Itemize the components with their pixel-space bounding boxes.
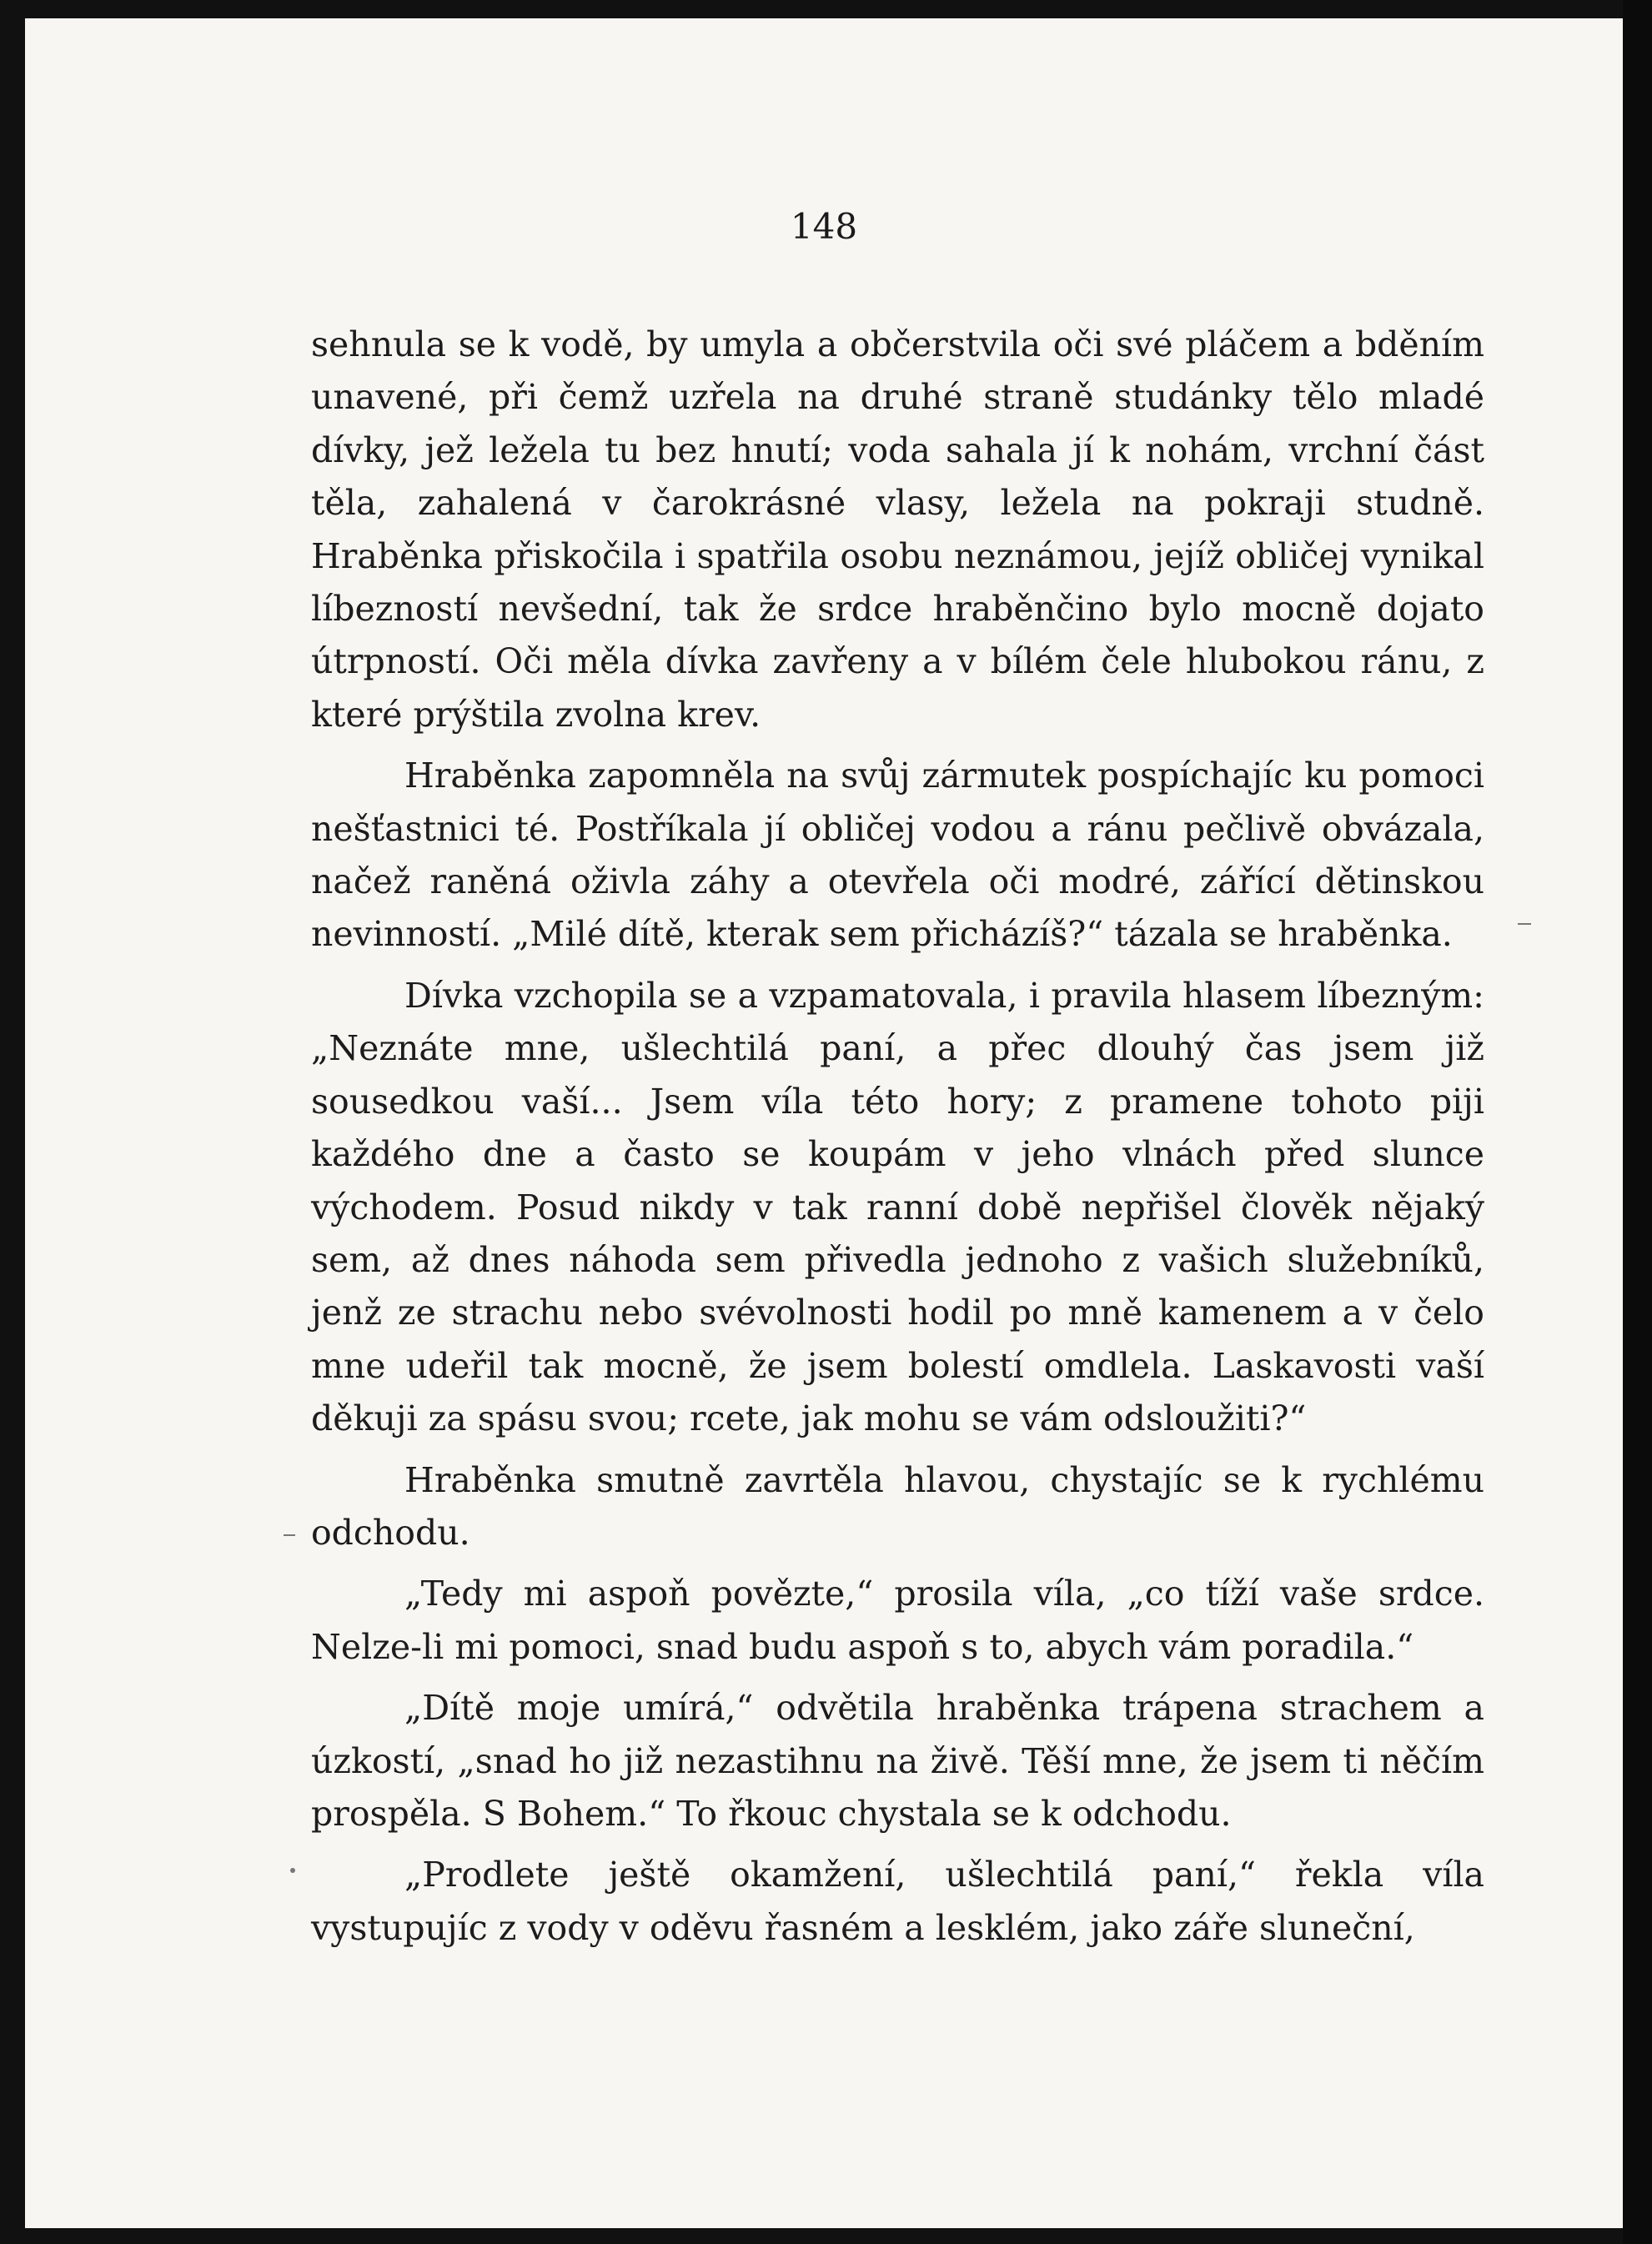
scan-edge xyxy=(1623,0,1652,2244)
margin-mark xyxy=(284,1534,295,1536)
margin-mark xyxy=(1518,923,1531,925)
page-number: 148 xyxy=(790,206,858,247)
paragraph: „Prodlete ještě okamžení, ušlechtilá paní,“ řekla víla vystupujíc z vody v oděvu řasném a lesklém, jako záře sluneční, xyxy=(311,1855,1484,1948)
margin-dot xyxy=(290,1868,295,1873)
paragraph: sehnula se k vodě, by umyla a občerstvila oči své pláčem a bděním unavené, při čemž uzřela na druhé straně studánky tělo mladé dívky, jež ležela tu bez hnutí; voda sahala jí k nohám, vrchní část těla, zahalená v čarokrásné vlasy, ležela na pokraji studně. Hraběnka přiskočila i spatřila osobu neznámou, jejíž obličej vynikal líbezností nevšední, tak že srdce hraběnčino bylo mocně dojato útrpností. Oči měla dívka zavřeny a v bílém čele hlubokou ránu, z které prýštila zvolna krev. xyxy=(311,324,1484,735)
paragraph: Hraběnka smutně zavrtěla hlavou, chystajíc se k rychlému odchodu. xyxy=(311,1459,1484,1553)
paragraph: Hraběnka zapomněla na svůj zármutek pospíchajíc ku pomoci nešťastnici té. Postříkala jí obličej vodou a ránu pečlivě obvázala, načež raněná oživla záhy a otevřela oči modré, zářící dětinskou nevinností. „Milé dítě, kterak sem přicházíš?“ tázala se hraběnka. xyxy=(311,756,1484,955)
paragraph: „Dítě moje umírá,“ odvětila hraběnka trápena strachem a úzkostí, „snad ho již nezastihnu na živě. Těší mne, že jsem ti něčím prospěla. S Bohem.“ To řkouc chystala se k odchodu. xyxy=(311,1688,1484,1834)
body-text xyxy=(311,319,1484,1963)
paragraph: „Tedy mi aspoň povězte,“ prosila víla, „co tíží vaše srdce. Nelze-li mi pomoci, snad budu aspoň s to, abych vám poradila.“ xyxy=(311,1574,1484,1667)
paragraph: Dívka vzchopila se a vzpamatovala, i pravila hlasem líbezným: „Neznáte mne, ušlechtilá paní, a přec dlouhý čas jsem již sousedkou vaší... Jsem víla této hory; z pramene tohoto piji každého dne a často se koupám v jeho vlnách před slunce východem. Posud nikdy v tak ranní době nepřišel člověk nějaký sem, až dnes náhoda sem přivedla jednoho z vašich služebníků, jenž ze strachu nebo svévolnosti hodil po mně kamenem a v čelo mne udeřil tak mocně, že jsem bolestí omdlela. Laskavosti vaší děkuji za spásu svou; rcete, jak mohu se vám odsloužiti?“ xyxy=(311,975,1484,1439)
book-page xyxy=(25,18,1623,2228)
